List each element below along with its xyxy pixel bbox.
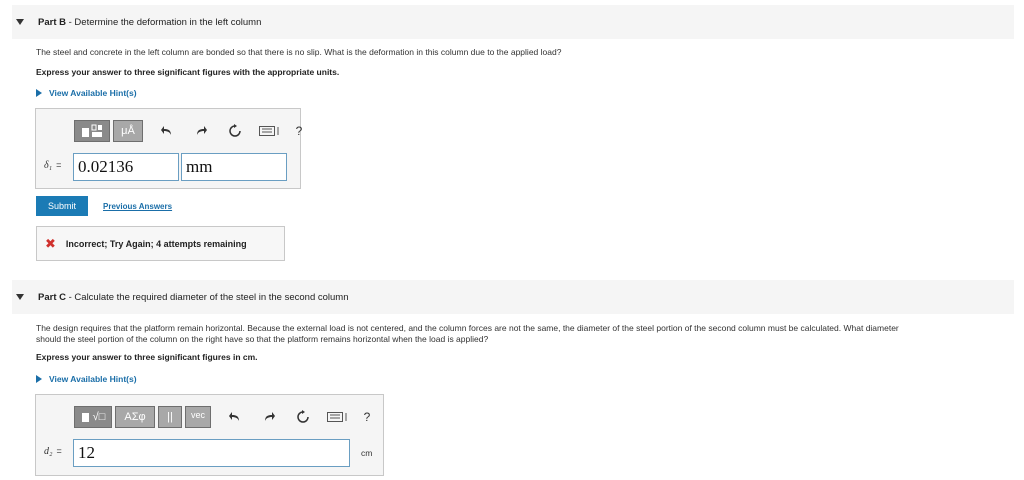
part-c-value-input[interactable]: 12 xyxy=(73,439,350,467)
greek-label: AΣφ xyxy=(124,411,146,423)
undo-icon[interactable] xyxy=(156,120,178,142)
part-c-header[interactable] xyxy=(12,280,1014,314)
vector-button[interactable] xyxy=(185,406,211,428)
part-c-instruction: Express your answer to three significant figures in cm. xyxy=(36,352,258,362)
part-c-variable-label xyxy=(44,446,62,457)
feedback-text: Incorrect; Try Again; 4 attempts remaining xyxy=(65,238,247,249)
part-c-question-line-2: should the steel portion of the column on the right have so that the platform remains horizontal when the load is applied? xyxy=(36,334,489,344)
units-label: μÅ xyxy=(121,125,135,137)
help-icon[interactable] xyxy=(356,406,378,428)
absolute-value-button[interactable] xyxy=(158,406,182,428)
part-b-title: Part B - Determine the deformation in the left column xyxy=(38,16,262,28)
variable-symbol: d₂ xyxy=(44,446,53,457)
templates-icon xyxy=(81,124,103,138)
bars-label: || xyxy=(167,411,173,423)
equals-sign: = xyxy=(56,446,62,456)
help-label: ? xyxy=(295,124,303,138)
redo-icon[interactable] xyxy=(258,406,280,428)
templates-icon xyxy=(81,411,91,423)
reset-icon[interactable] xyxy=(224,120,246,142)
variable-symbol: δ₁ xyxy=(44,160,53,171)
part-b-value-input[interactable]: 0.02136 xyxy=(73,153,179,181)
part-b-variable-label xyxy=(44,160,61,171)
expand-triangle-icon xyxy=(36,89,42,97)
part-c-toolbar xyxy=(74,406,378,428)
part-c-hint-link[interactable] xyxy=(36,374,137,384)
templates-sqrt-button[interactable] xyxy=(74,406,112,428)
part-b-hint-link[interactable] xyxy=(36,88,137,98)
equals-sign: = xyxy=(56,160,62,170)
previous-answers-link[interactable]: Previous Answers xyxy=(103,202,173,211)
vec-label: vec xyxy=(190,410,205,420)
expand-triangle-icon xyxy=(36,375,42,383)
part-b-units-input[interactable]: mm xyxy=(181,153,287,181)
templates-button[interactable] xyxy=(74,120,110,142)
part-c-title: Part C - Calculate the required diameter of the steel in the second column xyxy=(38,291,349,303)
sqrt-label: √□ xyxy=(92,411,106,423)
submit-button[interactable]: Submit xyxy=(36,196,88,216)
hint-link-label: View Available Hint(s) xyxy=(49,88,137,98)
feedback-box xyxy=(36,226,285,261)
undo-icon[interactable] xyxy=(224,406,246,428)
part-c-question-line-1: The design requires that the platform remain horizontal. Because the external load is not centered, and the column forces are not the same, the diameter of the steel portion of the second column must be calculated. What diameter xyxy=(36,323,899,333)
part-b-header[interactable] xyxy=(12,5,1014,39)
units-button[interactable] xyxy=(113,120,143,142)
reset-icon[interactable] xyxy=(292,406,314,428)
collapse-caret-icon[interactable] xyxy=(16,294,24,300)
help-label: ? xyxy=(363,410,371,424)
part-b-instruction: Express your answer to three significant figures with the appropriate units. xyxy=(36,67,340,77)
redo-icon[interactable] xyxy=(190,120,212,142)
part-b-toolbar xyxy=(74,120,310,142)
hint-link-label: View Available Hint(s) xyxy=(49,374,137,384)
keyboard-icon[interactable] xyxy=(324,406,352,428)
help-icon[interactable] xyxy=(288,120,310,142)
keyboard-icon[interactable] xyxy=(256,120,284,142)
part-b-question: The steel and concrete in the left column are bonded so that there is no slip. What is the deformation in this column due to the applied load? xyxy=(36,47,562,57)
greek-symbols-button[interactable] xyxy=(115,406,155,428)
incorrect-x-icon: ✖ xyxy=(45,235,56,251)
collapse-caret-icon[interactable] xyxy=(16,19,24,25)
part-c-unit-label: cm xyxy=(361,448,373,458)
